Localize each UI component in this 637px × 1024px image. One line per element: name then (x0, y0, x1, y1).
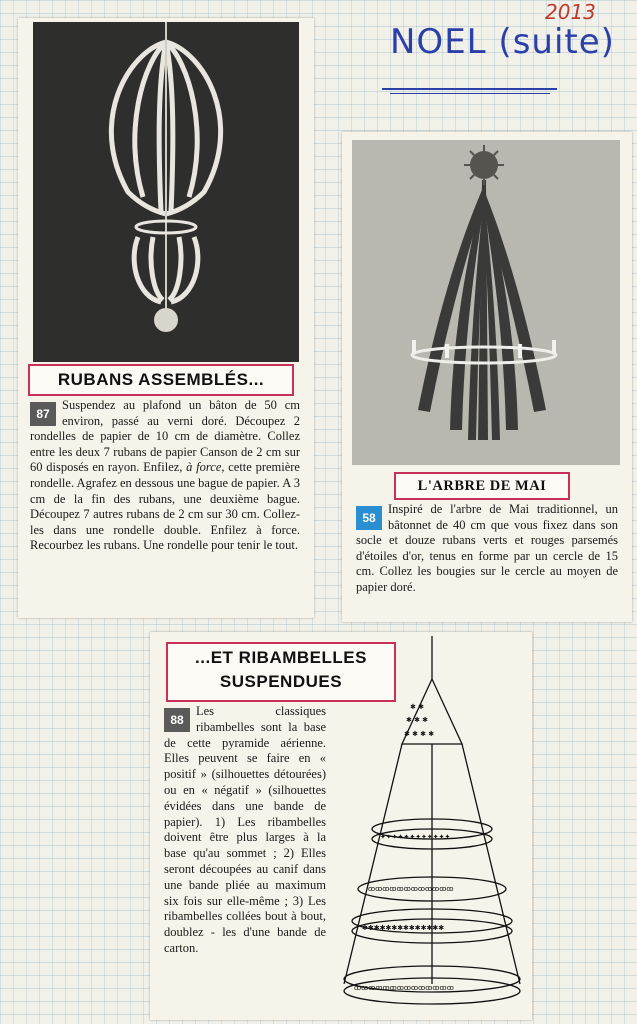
text-arbre-de-mai-body: Inspiré de l'arbre de Mai traditionnel, un bâtonnet de 40 cm que vous fixez dans son socle et douze rubans verts et rouges parsemés d'étoiles d'or, tenus en forme par un cercle de 15 cm. Collez les bougies sur le cercle au moyen de papier doré. (356, 502, 618, 594)
photo-rubans (33, 22, 299, 362)
text-arbre-de-mai (356, 502, 618, 596)
text-ribambelles-body: Les classiques ribambelles sont la base de cette pyramide aérienne. Elles peuvent se faire en « positif » (silhouettes détourées) ou en « négatif » (silhouettes évidées dans une bande de papier). 1) Les ribambelles doivent être plus larges à la base qu'au sommet ; 2) Elles seront découpées au canif dans une bande pliée au maximum six fois sur elle-même ; 3) Les ribambelles collées bout à bout, doublez - les d'une bande de carton. (164, 704, 326, 955)
text-rubans (30, 398, 300, 554)
title-underline (382, 88, 557, 90)
svg-text:✱✱✱✱✱✱✱✱✱✱✱✱✱✱: ✱✱✱✱✱✱✱✱✱✱✱✱✱✱ (362, 924, 445, 932)
article-number-58: 58 (356, 506, 382, 530)
maypole-illustration (352, 140, 620, 465)
title-arbre-de-mai: L'ARBRE DE MAI (394, 472, 570, 500)
clipping-arbre-de-mai (342, 132, 632, 622)
text-rubans-emphasis: à force (186, 460, 222, 475)
text-rubans-part1: Suspendez au plafond un bâton de 50 cm environ, passé au verni doré. Découpez 2 rondelles de papier de 10 cm de diamètre. Collez entre les deux 7 rubans de papier Canson de 2 cm sur 60 disposés en rayon. Enfilez, (30, 398, 300, 475)
svg-text:✱ ✱ ✱ ✱: ✱ ✱ ✱ ✱ (404, 730, 435, 738)
clipping-rubans (18, 18, 314, 618)
svg-text:ꝏꝏꝏꝏꝏꝏꝏꝏꝏꝏꝏꝏꝏꝏ: ꝏꝏꝏꝏꝏꝏꝏꝏꝏꝏꝏꝏꝏꝏ (354, 984, 454, 992)
photo-arbre-de-mai (352, 140, 620, 465)
article-number-88: 88 (164, 708, 190, 732)
handwritten-year: 2013 (545, 0, 596, 24)
title-rubans: RUBANS ASSEMBLÉS... (28, 364, 294, 396)
handwritten-title: NOEL (suite) (390, 22, 615, 62)
article-number-87: 87 (30, 402, 56, 426)
clipping-ribambelles (150, 632, 532, 1020)
svg-text:✦✦✦✦✦✦✦✦✦✦✦✦: ✦✦✦✦✦✦✦✦✦✦✦✦ (380, 833, 451, 841)
text-rubans-part2: , cette première rondelle. Agrafez en dessous une bague de papier. A 3 cm de la fin des rubans, une deuxième bague. Découpez 7 autres rubans de 2 cm sur 30 cm. Collez-les dans une rondelle double. Enfilez à force. Recourbez les rubans. Une rondelle pour tenir le tout. (30, 460, 300, 553)
title-ribambelles-line1: ...ET RIBAMBELLES (195, 648, 367, 667)
svg-text:✱ ✱: ✱ ✱ (410, 703, 424, 711)
title-ribambelles-line2: SUSPENDUES (219, 672, 343, 691)
text-ribambelles (164, 704, 326, 957)
svg-text:✱ ✱ ✱: ✱ ✱ ✱ (406, 716, 429, 724)
title-underline-2 (390, 93, 550, 94)
svg-text:ꝏꝏꝏꝏꝏꝏꝏꝏꝏꝏꝏꝏ: ꝏꝏꝏꝏꝏꝏꝏꝏꝏꝏꝏꝏ (368, 885, 454, 893)
paper-chain-cone-illustration (332, 634, 532, 1014)
ribbon-ornament-illustration (33, 22, 299, 362)
